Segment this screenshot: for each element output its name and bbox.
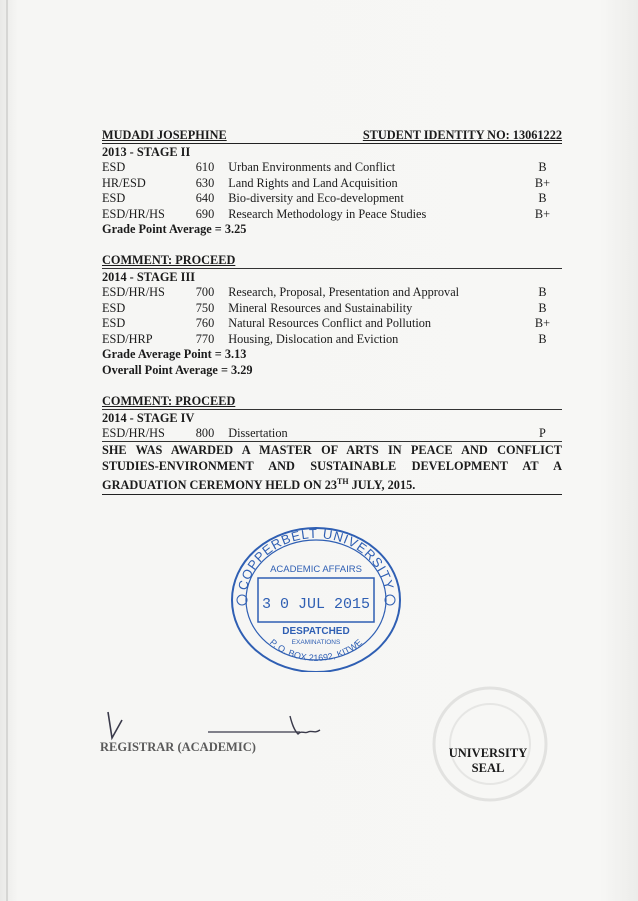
course-row xyxy=(102,301,562,317)
course-dept: ESD xyxy=(102,191,126,206)
course-title: Land Rights and Land Acquisition xyxy=(228,175,398,190)
course-code: 750 xyxy=(195,300,215,315)
course-row xyxy=(102,160,562,176)
stage2-gpa: Grade Point Average = 3.25 xyxy=(102,222,247,237)
course-dept: ESD xyxy=(102,300,126,315)
stage3-comment xyxy=(102,393,562,410)
overall-average: Overall Point Average = 3.29 xyxy=(102,362,253,377)
university-seal-label xyxy=(440,746,536,776)
stamp-bottom-arc: P. O. BOX 21692, KITWE xyxy=(267,637,365,663)
course-row xyxy=(102,191,562,207)
seal-label-line: SEAL xyxy=(471,761,505,775)
course-grade: B+ xyxy=(534,175,551,190)
course-row xyxy=(102,176,562,192)
stage3-course-list xyxy=(102,285,562,347)
course-code: 770 xyxy=(195,331,215,346)
comment-text: COMMENT: PROCEED xyxy=(102,393,236,408)
course-row xyxy=(102,316,562,332)
despatched-stamp xyxy=(228,522,404,672)
award-line-text: GRADUATION CEREMONY HELD ON 23 xyxy=(102,478,338,493)
award-line xyxy=(102,474,562,493)
course-row xyxy=(102,285,562,301)
student-id: STUDENT IDENTITY NO: 13061222 xyxy=(362,128,562,142)
course-code: 690 xyxy=(195,206,215,221)
scan-edge xyxy=(6,0,8,901)
course-code: 700 xyxy=(195,284,215,299)
course-grade: P xyxy=(539,425,546,440)
stamp-status: DESPATCHED xyxy=(282,626,350,637)
stamp-sub: EXAMINATIONS xyxy=(291,639,341,646)
course-dept: HR/ESD xyxy=(102,175,146,190)
registrar-label: REGISTRAR (ACADEMIC) xyxy=(100,740,256,754)
stamp-date: 3 0 JUL 2015 xyxy=(261,596,371,613)
transcript-header xyxy=(102,128,562,144)
course-grade: B xyxy=(538,191,547,206)
course-title: Research Methodology in Peace Studies xyxy=(228,206,427,221)
course-title: Urban Environments and Conflict xyxy=(228,160,396,174)
course-grade: B xyxy=(538,160,547,174)
course-dept: ESD/HRP xyxy=(102,331,153,346)
stamp-dept: ACADEMIC AFFAIRS xyxy=(270,564,362,575)
signature-stroke xyxy=(290,716,320,734)
course-dept: ESD xyxy=(102,160,126,174)
course-grade: B xyxy=(538,284,547,299)
stage3-heading: 2014 - STAGE III xyxy=(102,269,196,284)
course-row xyxy=(102,426,562,443)
course-dept: ESD/HR/HS xyxy=(102,284,165,299)
course-dept: ESD xyxy=(102,316,126,331)
stage4-heading: 2014 - STAGE IV xyxy=(102,410,195,425)
course-title: Natural Resources Conflict and Pollution xyxy=(228,316,432,331)
course-title: Mineral Resources and Sustainability xyxy=(228,300,413,315)
course-code: 800 xyxy=(195,425,215,440)
course-grade: B+ xyxy=(534,206,551,221)
course-title: Bio-diversity and Eco-development xyxy=(228,191,404,206)
award-line: STUDIES-ENVIRONMENT AND SUSTAINABLE DEVELOPMENT AT A xyxy=(102,459,562,474)
course-grade: B+ xyxy=(534,316,551,331)
course-title: Research, Proposal, Presentation and Approval xyxy=(228,284,460,299)
course-dept: ESD/HR/HS xyxy=(102,206,165,221)
course-title: Dissertation xyxy=(228,425,288,440)
stamp-top-arc: COPPERBELT UNIVERSITY xyxy=(234,525,398,592)
course-row xyxy=(102,207,562,223)
course-code: 640 xyxy=(195,191,215,206)
stage2-heading: 2013 - STAGE II xyxy=(102,145,191,159)
seal-label-line: UNIVERSITY xyxy=(448,746,528,760)
student-name: MUDADI JOSEPHINE xyxy=(102,128,227,142)
award-statement xyxy=(102,442,562,495)
course-code: 610 xyxy=(195,160,215,174)
transcript-body xyxy=(102,128,562,495)
course-grade: B xyxy=(538,300,547,315)
award-line: SHE WAS AWARDED A MASTER OF ARTS IN PEACE AND CONFLICT xyxy=(102,443,562,458)
award-line-text: JULY, 2015. xyxy=(348,478,416,493)
course-row xyxy=(102,332,562,348)
course-code: 760 xyxy=(195,316,215,331)
stage3-gpa: Grade Average Point = 3.13 xyxy=(102,347,247,362)
ordinal-suffix: TH xyxy=(337,477,349,487)
stage2-course-list xyxy=(102,160,562,222)
course-code: 630 xyxy=(195,175,215,190)
stage2-comment xyxy=(102,252,562,269)
embossed-seal xyxy=(430,684,550,804)
signature-initial xyxy=(108,712,122,738)
course-title: Housing, Dislocation and Eviction xyxy=(228,331,399,346)
course-dept: ESD/HR/HS xyxy=(102,425,165,440)
course-grade: B xyxy=(538,331,547,346)
comment-text: COMMENT: PROCEED xyxy=(102,252,236,267)
